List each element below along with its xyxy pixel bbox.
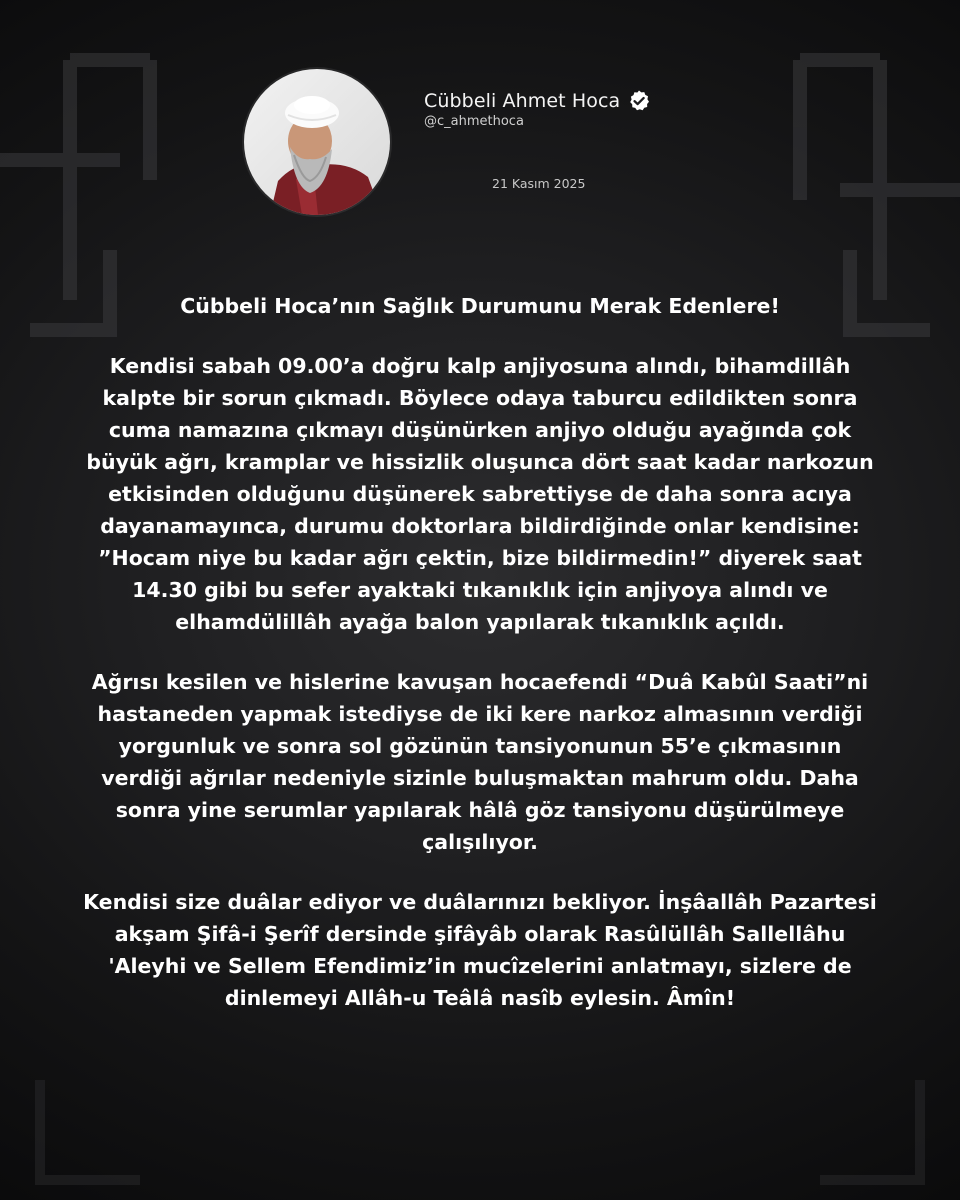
profile-photo-icon <box>244 69 390 215</box>
text-line: çalışılıyor. <box>422 830 538 854</box>
text-line: dinlemeyi Allâh-u Teâlâ nasîb eylesin. Âmîn! <box>224 986 736 1010</box>
post-title: Cübbeli Hoca’nın Sağlık Durumunu Merak Edenlere! <box>180 294 780 318</box>
text-line: Kendisi size duâlar ediyor ve duâlarınızı bekliyor. İnşâallâh Pazartesi <box>83 890 877 914</box>
text-line: büyük ağrı, kramplar ve hissizlik oluşunca dört saat kadar narkozun <box>86 450 874 474</box>
avatar[interactable] <box>244 69 390 215</box>
post-header <box>0 0 960 240</box>
text-line: Kendisi sabah 09.00’a doğru kalp anjiyosuna alındı, bihamdillâh <box>109 354 851 378</box>
text-line: kalpte bir sorun çıkmadı. Böylece odaya taburcu edildikten sonra <box>102 386 858 410</box>
paragraph <box>40 350 920 638</box>
text-line: 'Aleyhi ve Sellem Efendimiz’in mucîzelerini anlatmayı, sizlere de <box>108 954 852 978</box>
text-line: dayanamayınca, durumu doktorlara bildirdiğinde onlar kendisine: <box>100 514 860 538</box>
text-line: Ağrısı kesilen ve hislerine kavuşan hocaefendi “Duâ Kabûl Saati”ni <box>91 670 869 694</box>
author-display-name[interactable]: Cübbeli Ahmet Hoca <box>424 90 621 112</box>
verified-badge-icon <box>627 89 651 113</box>
text-line: etkisinden olduğunu düşünerek sabrettiyse de daha sonra acıya <box>108 482 852 506</box>
text-line: ”Hocam niye bu kadar ağrı çektin, bize bildirmedin!” diyerek saat <box>98 546 862 570</box>
paragraph <box>40 886 920 1014</box>
author-handle[interactable]: @c_ahmethoca <box>424 114 524 129</box>
post-body <box>40 290 920 1014</box>
text-line: hastaneden yapmak istediyse de iki kere narkoz almasının verdiği <box>97 702 863 726</box>
text-line: elhamdülillâh ayağa balon yapılarak tıkanıklık açıldı. <box>175 610 785 634</box>
text-line: cuma namazına çıkmayı düşünürken anjiyo olduğu ayağında çok <box>108 418 852 442</box>
text-line: sonra yine serumlar yapılarak hâlâ göz tansiyonu düşürülmeye <box>115 798 845 822</box>
paragraph <box>40 666 920 858</box>
text-line: akşam Şifâ-i Şerîf dersinde şifâyâb olarak Rasûlüllâh Sallellâhu <box>114 922 846 946</box>
text-line: yorgunluk ve sonra sol gözünün tansiyonunun 55’e çıkmasının <box>118 734 842 758</box>
text-line: 14.30 gibi bu sefer ayaktaki tıkanıklık için anjiyoya alındı ve <box>132 578 828 602</box>
text-line: verdiği ağrılar nedeniyle sizinle buluşmaktan mahrum oldu. Daha <box>101 766 859 790</box>
post-date: 21 Kasım 2025 <box>492 176 586 191</box>
author-name-row <box>424 86 651 116</box>
